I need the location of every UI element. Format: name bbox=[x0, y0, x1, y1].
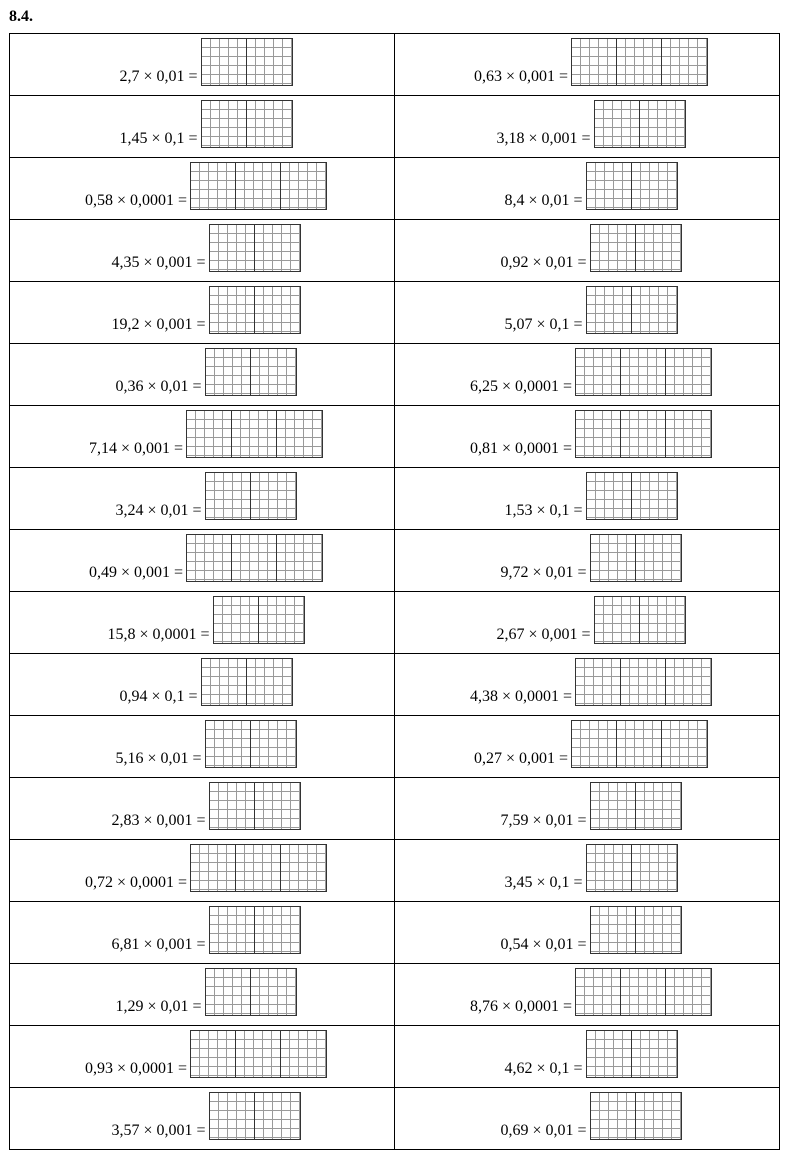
answer-digit-box[interactable] bbox=[621, 969, 666, 1015]
answer-digit-box[interactable] bbox=[576, 659, 621, 705]
answer-grid[interactable] bbox=[586, 286, 678, 334]
exercise-row bbox=[10, 592, 780, 654]
answer-digit-box[interactable] bbox=[572, 721, 617, 767]
answer-digit-box[interactable] bbox=[232, 535, 277, 581]
exercise-cell-left bbox=[10, 716, 395, 778]
answer-digit-box[interactable] bbox=[247, 659, 292, 705]
exercise-row bbox=[10, 902, 780, 964]
answer-digit-box[interactable] bbox=[251, 721, 296, 767]
exercise-row bbox=[10, 282, 780, 344]
multiplication-expression: 2,83 × 0,001 = bbox=[111, 812, 206, 829]
exercise-cell-left bbox=[10, 158, 395, 220]
answer-digit-box[interactable] bbox=[666, 411, 711, 457]
equation bbox=[500, 534, 681, 582]
answer-digit-box[interactable] bbox=[251, 969, 296, 1015]
equation bbox=[85, 1030, 327, 1078]
equation bbox=[119, 100, 292, 148]
answer-grid[interactable] bbox=[594, 100, 686, 148]
exercise-row bbox=[10, 34, 780, 96]
multiplication-expression: 0,58 × 0,0001 = bbox=[84, 192, 188, 209]
answer-grid[interactable] bbox=[590, 224, 682, 272]
answer-digit-box[interactable] bbox=[632, 473, 677, 519]
multiplication-expression: 0,69 × 0,01 = bbox=[500, 1122, 587, 1139]
answer-grid[interactable] bbox=[209, 286, 301, 334]
answer-digit-box[interactable] bbox=[636, 907, 681, 953]
exercise-cell-left bbox=[10, 964, 395, 1026]
answer-digit-box[interactable] bbox=[187, 535, 232, 581]
answer-grid[interactable] bbox=[590, 782, 682, 830]
answer-digit-box[interactable] bbox=[206, 721, 251, 767]
answer-digit-box[interactable] bbox=[662, 721, 707, 767]
answer-digit-box[interactable] bbox=[206, 349, 251, 395]
answer-digit-box[interactable] bbox=[251, 473, 296, 519]
equation bbox=[500, 1092, 681, 1140]
equation bbox=[107, 596, 304, 644]
multiplication-expression: 3,45 × 0,1 = bbox=[504, 874, 583, 891]
answer-digit-box[interactable] bbox=[214, 597, 259, 643]
equation bbox=[470, 968, 712, 1016]
multiplication-expression: 0,94 × 0,1 = bbox=[119, 688, 198, 705]
exercise-cell-left bbox=[10, 406, 395, 468]
multiplication-expression: 6,81 × 0,001 = bbox=[111, 936, 206, 953]
equation bbox=[115, 472, 296, 520]
answer-digit-box[interactable] bbox=[191, 1031, 236, 1077]
exercise-row bbox=[10, 1088, 780, 1150]
answer-digit-box[interactable] bbox=[587, 287, 632, 333]
equation bbox=[496, 596, 685, 644]
multiplication-expression: 1,45 × 0,1 = bbox=[119, 130, 198, 147]
answer-digit-box[interactable] bbox=[632, 1031, 677, 1077]
equation bbox=[504, 286, 677, 334]
answer-digit-box[interactable] bbox=[587, 1031, 632, 1077]
answer-digit-box[interactable] bbox=[621, 659, 666, 705]
answer-digit-box[interactable] bbox=[210, 225, 255, 271]
exercise-cell-left bbox=[10, 220, 395, 282]
exercise-cell-left bbox=[10, 34, 395, 96]
answer-digit-box[interactable] bbox=[277, 535, 322, 581]
exercise-cell-right bbox=[395, 1088, 780, 1150]
multiplication-expression: 9,72 × 0,01 = bbox=[500, 564, 587, 581]
exercise-cell-right bbox=[395, 840, 780, 902]
answer-grid[interactable] bbox=[205, 472, 297, 520]
answer-digit-box[interactable] bbox=[587, 163, 632, 209]
answer-digit-box[interactable] bbox=[259, 597, 304, 643]
answer-digit-box[interactable] bbox=[210, 1093, 255, 1139]
answer-grid[interactable] bbox=[571, 720, 708, 768]
multiplication-expression: 15,8 × 0,0001 = bbox=[107, 626, 210, 643]
exercise-cell-right bbox=[395, 158, 780, 220]
exercise-cell-left bbox=[10, 654, 395, 716]
multiplication-expression: 7,14 × 0,001 = bbox=[88, 440, 184, 457]
answer-grid[interactable] bbox=[205, 720, 297, 768]
answer-grid[interactable] bbox=[594, 596, 686, 644]
equation bbox=[115, 968, 296, 1016]
exercise-cell-right bbox=[395, 592, 780, 654]
equation bbox=[470, 658, 712, 706]
answer-digit-box[interactable] bbox=[621, 411, 666, 457]
exercise-cell-left bbox=[10, 592, 395, 654]
multiplication-expression: 2,7 × 0,01 = bbox=[119, 68, 198, 85]
answer-grid[interactable] bbox=[186, 410, 323, 458]
exercise-cell-left bbox=[10, 468, 395, 530]
multiplication-expression: 0,81 × 0,0001 = bbox=[469, 440, 573, 457]
answer-digit-box[interactable] bbox=[576, 969, 621, 1015]
multiplication-expression: 7,59 × 0,01 = bbox=[500, 812, 587, 829]
answer-grid[interactable] bbox=[586, 472, 678, 520]
answer-digit-box[interactable] bbox=[640, 101, 685, 147]
exercise-row bbox=[10, 840, 780, 902]
equation bbox=[115, 348, 296, 396]
exercise-cell-left bbox=[10, 96, 395, 158]
equation bbox=[85, 162, 327, 210]
exercise-cell-right bbox=[395, 778, 780, 840]
exercise-cell-left bbox=[10, 1026, 395, 1088]
equation bbox=[115, 720, 296, 768]
answer-digit-box[interactable] bbox=[187, 411, 232, 457]
equation bbox=[111, 224, 300, 272]
exercise-cell-right bbox=[395, 654, 780, 716]
exercise-cell-right bbox=[395, 902, 780, 964]
answer-digit-box[interactable] bbox=[236, 1031, 281, 1077]
answer-grid[interactable] bbox=[209, 782, 301, 830]
answer-digit-box[interactable] bbox=[277, 411, 322, 457]
answer-digit-box[interactable] bbox=[595, 101, 640, 147]
answer-digit-box[interactable] bbox=[591, 907, 636, 953]
answer-digit-box[interactable] bbox=[591, 783, 636, 829]
exercise-cell-left bbox=[10, 902, 395, 964]
answer-digit-box[interactable] bbox=[247, 39, 292, 85]
equation bbox=[111, 1092, 300, 1140]
multiplication-expression: 0,27 × 0,001 = bbox=[473, 750, 569, 767]
answer-digit-box[interactable] bbox=[662, 39, 707, 85]
answer-digit-box[interactable] bbox=[621, 349, 666, 395]
equation bbox=[474, 720, 708, 768]
answer-grid[interactable] bbox=[205, 968, 297, 1016]
exercise-row bbox=[10, 344, 780, 406]
answer-digit-box[interactable] bbox=[636, 783, 681, 829]
equation bbox=[85, 844, 327, 892]
equation bbox=[470, 348, 712, 396]
answer-grid[interactable] bbox=[575, 968, 712, 1016]
answer-grid[interactable] bbox=[590, 906, 682, 954]
equation bbox=[504, 472, 677, 520]
exercise-cell-right bbox=[395, 530, 780, 592]
answer-digit-box[interactable] bbox=[255, 1093, 300, 1139]
answer-digit-box[interactable] bbox=[281, 163, 326, 209]
answer-digit-box[interactable] bbox=[666, 659, 711, 705]
multiplication-expression: 5,16 × 0,01 = bbox=[115, 750, 202, 767]
multiplication-expression: 8,76 × 0,0001 = bbox=[469, 998, 573, 1015]
exercise-cell-left bbox=[10, 344, 395, 406]
answer-digit-box[interactable] bbox=[281, 845, 326, 891]
equation bbox=[119, 658, 292, 706]
answer-digit-box[interactable] bbox=[206, 473, 251, 519]
exercise-table bbox=[9, 33, 780, 1150]
answer-grid[interactable] bbox=[213, 596, 305, 644]
multiplication-expression: 0,72 × 0,0001 = bbox=[84, 874, 188, 891]
multiplication-expression: 4,35 × 0,001 = bbox=[111, 254, 206, 271]
exercise-number: 8.4. bbox=[9, 8, 33, 25]
multiplication-expression: 0,36 × 0,01 = bbox=[115, 378, 202, 395]
exercise-cell-right bbox=[395, 964, 780, 1026]
answer-digit-box[interactable] bbox=[202, 101, 247, 147]
multiplication-expression: 0,54 × 0,01 = bbox=[500, 936, 587, 953]
multiplication-expression: 6,25 × 0,0001 = bbox=[469, 378, 573, 395]
multiplication-expression: 3,24 × 0,01 = bbox=[115, 502, 202, 519]
answer-digit-box[interactable] bbox=[587, 845, 632, 891]
answer-digit-box[interactable] bbox=[595, 597, 640, 643]
answer-digit-box[interactable] bbox=[255, 907, 300, 953]
equation bbox=[500, 224, 681, 272]
answer-digit-box[interactable] bbox=[617, 721, 662, 767]
exercise-row bbox=[10, 406, 780, 468]
answer-digit-box[interactable] bbox=[281, 1031, 326, 1077]
answer-grid[interactable] bbox=[590, 1092, 682, 1140]
answer-digit-box[interactable] bbox=[236, 845, 281, 891]
answer-digit-box[interactable] bbox=[572, 39, 617, 85]
exercise-row bbox=[10, 778, 780, 840]
answer-grid[interactable] bbox=[571, 38, 708, 86]
answer-digit-box[interactable] bbox=[666, 349, 711, 395]
answer-digit-box[interactable] bbox=[202, 39, 247, 85]
answer-grid[interactable] bbox=[590, 534, 682, 582]
multiplication-expression: 5,07 × 0,1 = bbox=[504, 316, 583, 333]
equation bbox=[496, 100, 685, 148]
answer-digit-box[interactable] bbox=[636, 535, 681, 581]
answer-grid[interactable] bbox=[575, 410, 712, 458]
equation bbox=[111, 286, 300, 334]
answer-digit-box[interactable] bbox=[632, 287, 677, 333]
answer-grid[interactable] bbox=[201, 658, 293, 706]
answer-digit-box[interactable] bbox=[576, 349, 621, 395]
equation bbox=[500, 906, 681, 954]
exercise-cell-left bbox=[10, 778, 395, 840]
answer-grid[interactable] bbox=[209, 1092, 301, 1140]
exercise-cell-left bbox=[10, 530, 395, 592]
answer-digit-box[interactable] bbox=[632, 163, 677, 209]
answer-grid[interactable] bbox=[190, 162, 327, 210]
exercise-row bbox=[10, 530, 780, 592]
answer-grid[interactable] bbox=[201, 100, 293, 148]
multiplication-expression: 1,29 × 0,01 = bbox=[115, 998, 202, 1015]
exercise-row bbox=[10, 654, 780, 716]
answer-digit-box[interactable] bbox=[236, 163, 281, 209]
exercise-cell-right bbox=[395, 96, 780, 158]
exercise-cell-left bbox=[10, 1088, 395, 1150]
multiplication-expression: 19,2 × 0,001 = bbox=[111, 316, 206, 333]
answer-grid[interactable] bbox=[201, 38, 293, 86]
multiplication-expression: 1,53 × 0,1 = bbox=[504, 502, 583, 519]
equation bbox=[470, 410, 712, 458]
multiplication-expression: 0,92 × 0,01 = bbox=[500, 254, 587, 271]
multiplication-expression: 0,63 × 0,001 = bbox=[473, 68, 569, 85]
exercise-row bbox=[10, 220, 780, 282]
exercise-cell-right bbox=[395, 282, 780, 344]
equation bbox=[504, 1030, 677, 1078]
exercise-cell-right bbox=[395, 716, 780, 778]
equation bbox=[111, 782, 300, 830]
answer-digit-box[interactable] bbox=[247, 101, 292, 147]
answer-digit-box[interactable] bbox=[666, 969, 711, 1015]
multiplication-expression: 8,4 × 0,01 = bbox=[504, 192, 583, 209]
multiplication-expression: 3,18 × 0,001 = bbox=[496, 130, 591, 147]
answer-grid[interactable] bbox=[575, 348, 712, 396]
answer-digit-box[interactable] bbox=[191, 163, 236, 209]
answer-grid[interactable] bbox=[575, 658, 712, 706]
answer-digit-box[interactable] bbox=[206, 969, 251, 1015]
multiplication-expression: 0,49 × 0,001 = bbox=[88, 564, 184, 581]
exercise-cell-left bbox=[10, 282, 395, 344]
answer-digit-box[interactable] bbox=[255, 783, 300, 829]
answer-digit-box[interactable] bbox=[255, 225, 300, 271]
answer-digit-box[interactable] bbox=[636, 225, 681, 271]
answer-digit-box[interactable] bbox=[591, 225, 636, 271]
exercise-cell-right bbox=[395, 406, 780, 468]
exercise-row bbox=[10, 158, 780, 220]
answer-grid[interactable] bbox=[209, 906, 301, 954]
exercise-row bbox=[10, 964, 780, 1026]
equation bbox=[500, 782, 681, 830]
equation bbox=[119, 38, 292, 86]
multiplication-expression: 4,38 × 0,0001 = bbox=[469, 688, 573, 705]
exercise-cell-right bbox=[395, 344, 780, 406]
answer-digit-box[interactable] bbox=[640, 597, 685, 643]
equation bbox=[89, 534, 323, 582]
equation bbox=[474, 38, 708, 86]
answer-digit-box[interactable] bbox=[587, 473, 632, 519]
exercise-row bbox=[10, 468, 780, 530]
answer-digit-box[interactable] bbox=[632, 845, 677, 891]
multiplication-expression: 2,67 × 0,001 = bbox=[496, 626, 591, 643]
answer-grid[interactable] bbox=[190, 1030, 327, 1078]
exercise-row bbox=[10, 1026, 780, 1088]
exercise-cell-right bbox=[395, 220, 780, 282]
exercise-row bbox=[10, 716, 780, 778]
answer-digit-box[interactable] bbox=[232, 411, 277, 457]
exercise-row bbox=[10, 96, 780, 158]
answer-digit-box[interactable] bbox=[591, 1093, 636, 1139]
answer-digit-box[interactable] bbox=[210, 907, 255, 953]
answer-grid[interactable] bbox=[186, 534, 323, 582]
equation bbox=[111, 906, 300, 954]
answer-digit-box[interactable] bbox=[617, 39, 662, 85]
answer-digit-box[interactable] bbox=[210, 287, 255, 333]
equation bbox=[89, 410, 323, 458]
answer-digit-box[interactable] bbox=[210, 783, 255, 829]
answer-grid[interactable] bbox=[586, 162, 678, 210]
exercise-cell-right bbox=[395, 34, 780, 96]
answer-digit-box[interactable] bbox=[576, 411, 621, 457]
answer-grid[interactable] bbox=[209, 224, 301, 272]
answer-digit-box[interactable] bbox=[191, 845, 236, 891]
multiplication-expression: 0,93 × 0,0001 = bbox=[84, 1060, 188, 1077]
answer-digit-box[interactable] bbox=[591, 535, 636, 581]
exercise-cell-right bbox=[395, 1026, 780, 1088]
equation bbox=[504, 162, 677, 210]
answer-grid[interactable] bbox=[586, 1030, 678, 1078]
multiplication-expression: 3,57 × 0,001 = bbox=[111, 1122, 206, 1139]
answer-digit-box[interactable] bbox=[636, 1093, 681, 1139]
answer-grid[interactable] bbox=[190, 844, 327, 892]
answer-grid[interactable] bbox=[205, 348, 297, 396]
answer-digit-box[interactable] bbox=[202, 659, 247, 705]
answer-grid[interactable] bbox=[586, 844, 678, 892]
answer-digit-box[interactable] bbox=[255, 287, 300, 333]
exercise-cell-left bbox=[10, 840, 395, 902]
equation bbox=[504, 844, 677, 892]
multiplication-expression: 4,62 × 0,1 = bbox=[504, 1060, 583, 1077]
exercise-rows bbox=[10, 34, 780, 1150]
exercise-cell-right bbox=[395, 468, 780, 530]
answer-digit-box[interactable] bbox=[251, 349, 296, 395]
